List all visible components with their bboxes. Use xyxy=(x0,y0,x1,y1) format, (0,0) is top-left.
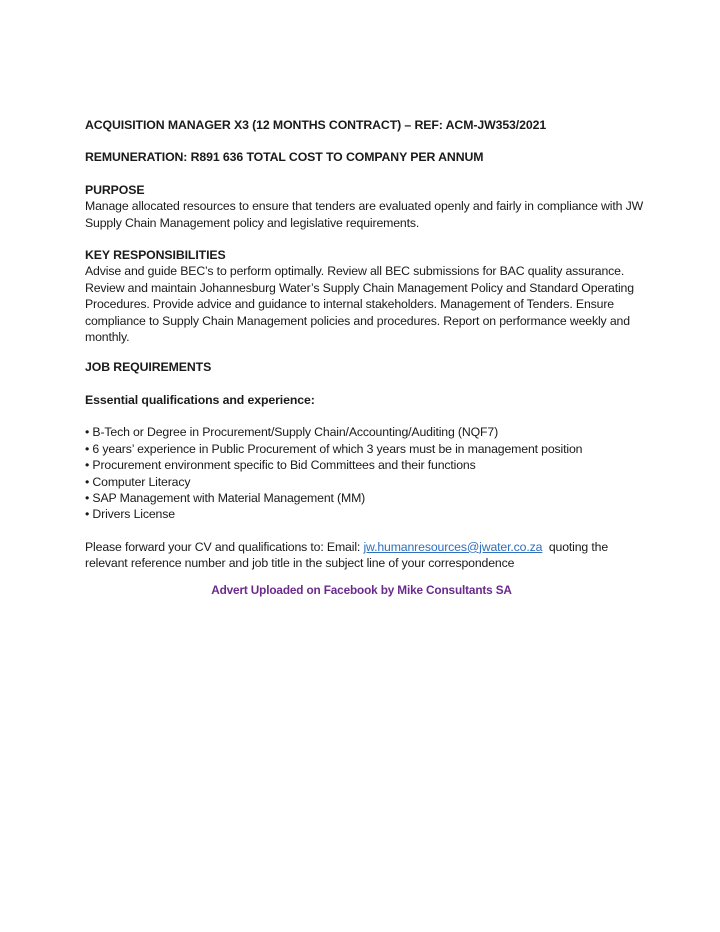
application-prefix: Please forward your CV and qualifications to: Email: xyxy=(85,539,364,554)
application-instructions-line2: relevant reference number and job title in the subject line of your correspondence xyxy=(85,556,515,571)
key-responsibilities-heading: KEY RESPONSIBILITIES xyxy=(85,248,226,263)
responsibilities-line: Review and maintain Johannesburg Water’s Supply Chain Management Policy and Standard Operating xyxy=(85,280,634,295)
job-advert-document xyxy=(85,117,645,598)
email-link[interactable]: jw.humanresources@jwater.co.za xyxy=(363,539,543,554)
purpose-heading: PURPOSE xyxy=(85,182,145,197)
list-item: • 6 years’ experience in Public Procurement of which 3 years must be in management position xyxy=(85,441,583,456)
responsibilities-line: monthly. xyxy=(85,330,130,345)
list-item: • B-Tech or Degree in Procurement/Supply Chain/Accounting/Auditing (NQF7) xyxy=(85,425,499,440)
application-instructions xyxy=(85,539,645,555)
list-item: • Drivers License xyxy=(85,507,175,522)
job-requirements-heading: JOB REQUIREMENTS xyxy=(85,360,212,375)
footer-note: Advert Uploaded on Facebook by Mike Consultants SA xyxy=(211,582,512,597)
job-title-heading: ACQUISITION MANAGER X3 (12 MONTHS CONTRACT) – REF: ACM-JW353/2021 xyxy=(85,118,547,132)
remuneration-heading: REMUNERATION: R891 636 TOTAL COST TO COMPANY PER ANNUM xyxy=(85,150,484,165)
application-suffix: quoting the xyxy=(542,539,609,554)
list-item: • Procurement environment specific to Bid Committees and their functions xyxy=(85,458,476,473)
responsibilities-line: Procedures. Provide advice and guidance to internal stakeholders. Management of Tenders. Ensure xyxy=(85,297,614,312)
purpose-line: Manage allocated resources to ensure that tenders are evaluated openly and fairly in compliance with JW xyxy=(85,199,644,214)
qualifications-subheading: Essential qualifications and experience: xyxy=(85,392,315,407)
requirements-list xyxy=(85,424,645,522)
responsibilities-line: compliance to Supply Chain Management policies and procedures. Report on performance weekly and xyxy=(85,313,630,328)
list-item: • SAP Management with Material Management (MM) xyxy=(85,490,366,505)
list-item: • Computer Literacy xyxy=(85,474,191,489)
purpose-line: Supply Chain Management policy and legislative requirements. xyxy=(85,215,420,230)
responsibilities-line: Advise and guide BEC’s to perform optimally. Review all BEC submissions for BAC quality assurance. xyxy=(85,264,625,279)
